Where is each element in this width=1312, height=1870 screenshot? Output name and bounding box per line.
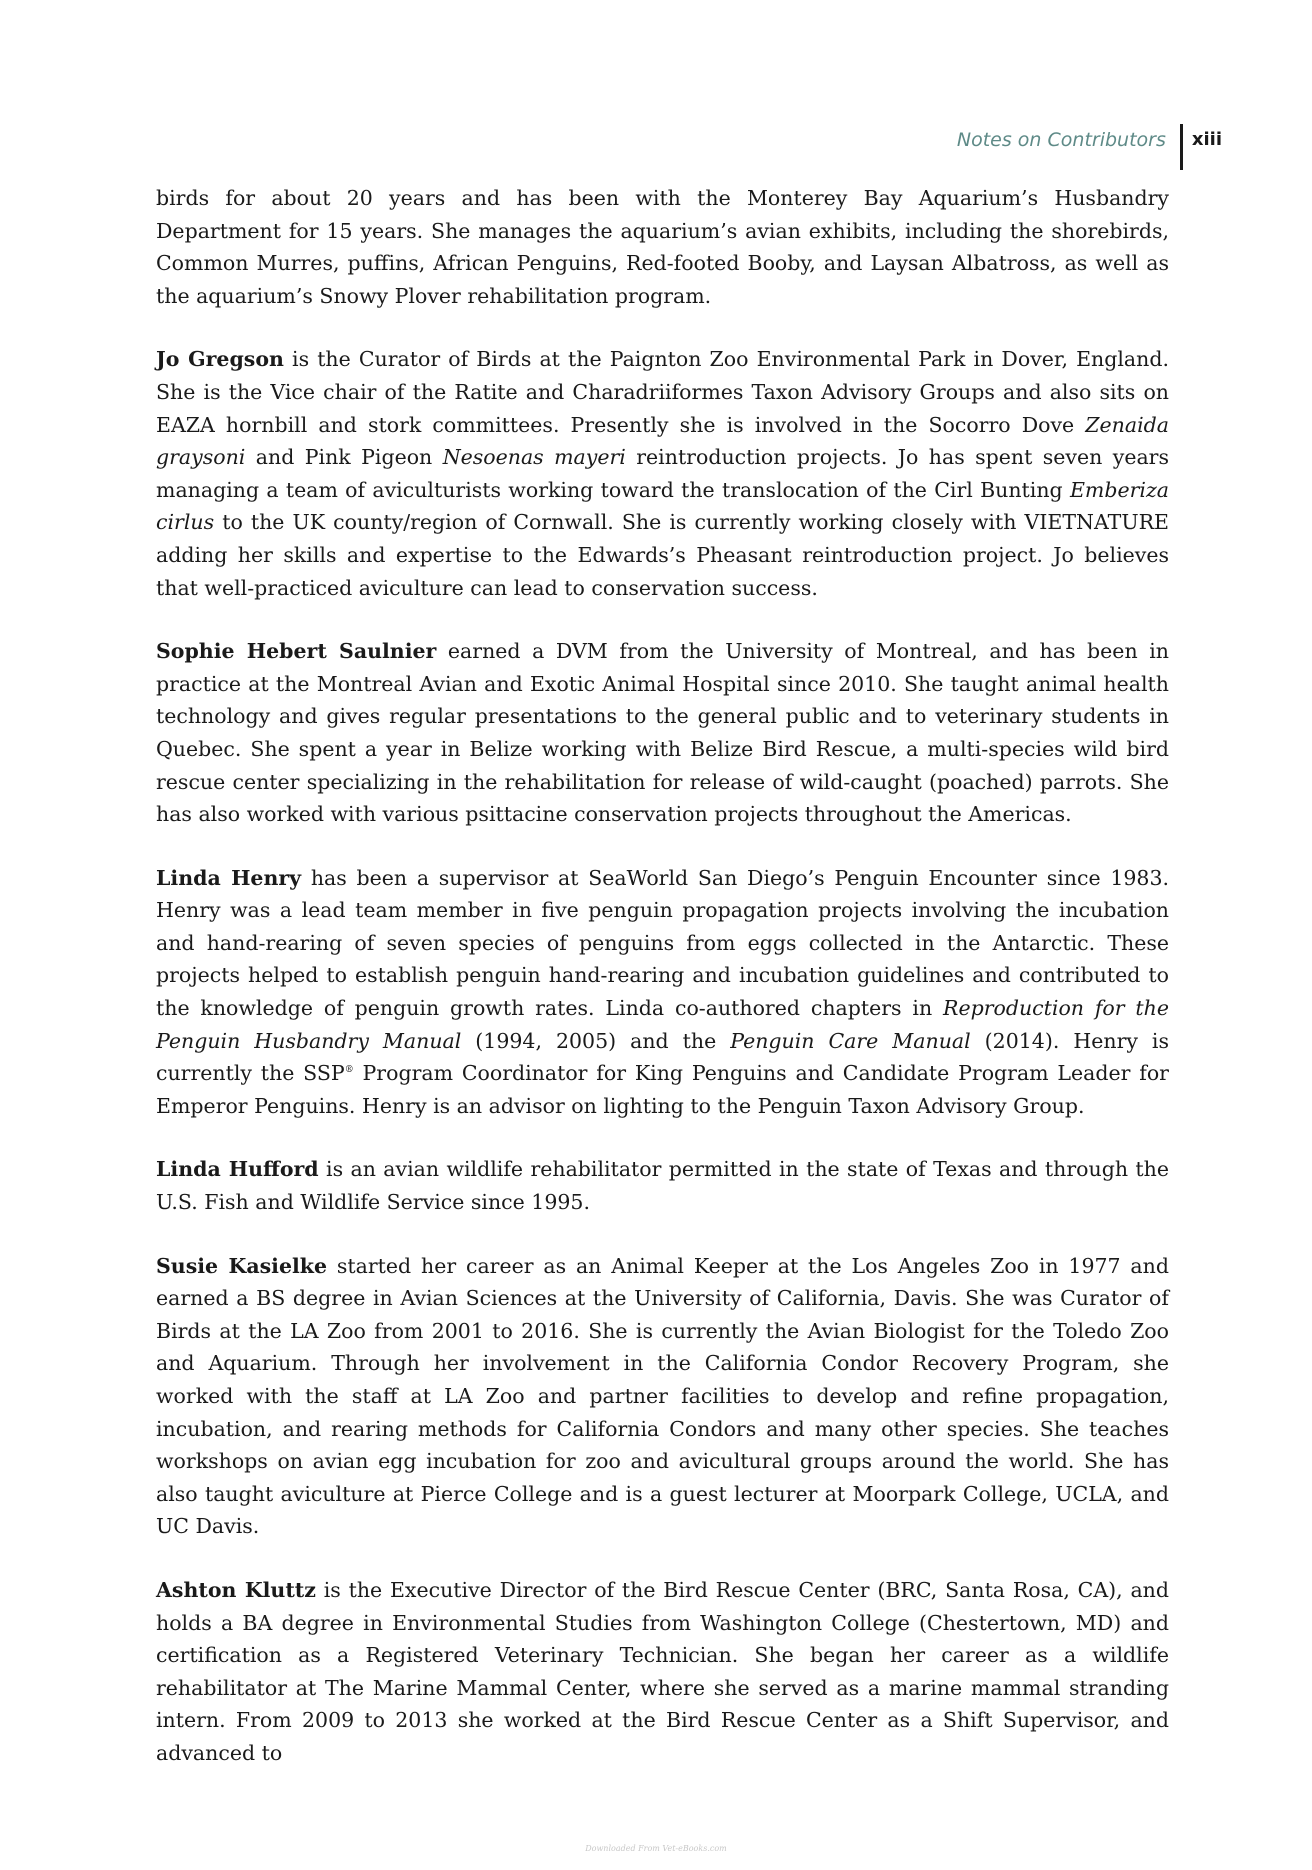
contributor-bio-jo-gregson: [156, 343, 1169, 604]
contributor-name: Sophie Hebert Saulnier: [156, 639, 437, 664]
contributor-name: Jo Gregson: [156, 347, 284, 372]
registered-mark: ®: [344, 1065, 354, 1076]
download-watermark: Downloaded From Vet-eBooks.com: [585, 1844, 727, 1853]
contributor-bio-susie-kasielke: [156, 1250, 1169, 1543]
bio-text: has been a supervisor at SeaWorld San Diego’s Penguin Encounter since 1983. Henry was a lead team member in five penguin propagation projects involving the incubation and hand-rearing of seven species of penguins from eggs collected in the Antarctic. These projects helped to establish penguin hand-rearing and incubation guidelines and contributed to the knowledge of penguin growth rates. Linda co-authored chapters in: [156, 865, 1170, 1021]
bio-text: and Pink Pigeon: [245, 445, 443, 470]
contributor-bio-linda-henry: [156, 862, 1169, 1123]
page-body: [156, 182, 1169, 1801]
contributor-name: Linda Hufford: [156, 1157, 319, 1182]
page-number: xiii: [1191, 129, 1222, 150]
bio-text: earned a DVM from the University of Montreal, and has been in practice at the Montreal Avian and Exotic Animal Hospital since 2010. She taught animal health technology and gives regular presentations to the general public and to veterinary students in Quebec. She spent a year in Belize working with Belize Bird Rescue, a multi-species wild bird rescue center specializing in the rehabilitation for release of wild-caught (poached) parrots. She has also worked with various psittacine conservation projects throughout the Americas.: [156, 639, 1169, 827]
running-header: [957, 124, 1222, 170]
bio-text: reintroduction projects. Jo has spent seven years managing a team of aviculturists working toward the translocation of the Cirl Bunting: [156, 445, 1169, 502]
contributor-bio-continued: [156, 182, 1169, 312]
contributor-name: Susie Kasielke: [156, 1253, 328, 1278]
bio-text: is the Executive Director of the Bird Rescue Center (BRC, Santa Rosa, CA), and holds a BA degree in Environmental Studies from Washington College (Chestertown, MD) and certification as a Registered Veterinary Technician. She began her career as a wildlife rehabilitator at The Marine Mammal Center, where she served as a marine mammal stranding intern. From 2009 to 2013 she worked at the Bird Rescue Center as a Shift Supervisor, and advanced to: [156, 1577, 1170, 1765]
bio-text: (2014). Henry is currently the SSP: [156, 1028, 1170, 1086]
publication-title: Reproduction for the Penguin Husbandry Manual: [156, 996, 1169, 1053]
bio-text: Program Coordinator for King Penguins and Candidate Program Leader for Emperor Penguins. Henry is an advisor on lighting to the Penguin Taxon Advisory Group.: [156, 1061, 1169, 1118]
contributor-name: Linda Henry: [156, 865, 302, 890]
contributor-bio-linda-hufford: [156, 1153, 1169, 1218]
running-header-title: Notes on Contributors: [956, 129, 1166, 151]
contributor-bio-ashton-kluttz: [156, 1574, 1169, 1770]
contributor-name: Ashton Kluttz: [156, 1577, 316, 1602]
publication-title: Penguin Care Manual: [730, 1028, 971, 1053]
species-name: Nesoenas mayeri: [442, 445, 626, 470]
header-divider: [1180, 124, 1183, 170]
bio-text: birds for about 20 years and has been with the Monterey Bay Aquarium’s Husbandry Department for 15 years. She manages the aquarium’s avian exhibits, including the shorebirds, Common Murres, puffins, African Penguins, Red-footed Booby, and Laysan Albatross, as well as the aquarium’s Snowy Plover rehabilitation program.: [156, 186, 1169, 308]
bio-text: to the UK county/region of Cornwall. She is currently working closely with VIETNATURE adding her skills and expertise to the Edwards’s Pheasant reintroduction project. Jo believes that well-practiced aviculture can lead to conservation success.: [156, 510, 1169, 600]
bio-text: is an avian wildlife rehabilitator permitted in the state of Texas and through the U.S. Fish and Wildlife Service since 1995.: [156, 1157, 1169, 1215]
species-name: Emberiza cirlus: [156, 477, 1169, 535]
contributor-bio-sophie-hebert-saulnier: [156, 635, 1169, 831]
bio-text: (1994, 2005) and the: [461, 1028, 731, 1053]
bio-text: started her career as an Animal Keeper at the Los Angeles Zoo in 1977 and earned a BS degree in Avian Sciences at the University of California, Davis. She was Curator of Birds at the LA Zoo from 2001 to 2016. She is currently the Avian Biologist for the Toledo Zoo and Aquarium. Through her involvement in the California Condor Recovery Program, she worked with the staff at LA Zoo and partner facilities to develop and refine propagation, incubation, and rearing methods for California Condors and many other species. She teaches workshops on avian egg incubation for zoo and avicultural groups around the world. She has also taught aviculture at Pierce College and is a guest lecturer at Moorpark College, UCLA, and UC Davis.: [156, 1253, 1169, 1539]
bio-text: is the Curator of Birds at the Paignton Zoo Environmental Park in Dover, England. She is the Vice chair of the Ratite and Charadriiformes Taxon Advisory Groups and also sits on EAZA hornbill and stork committees. Presently she is involved in the Socorro Dove: [156, 347, 1169, 437]
species-name: Zenaida graysoni: [156, 412, 1169, 470]
